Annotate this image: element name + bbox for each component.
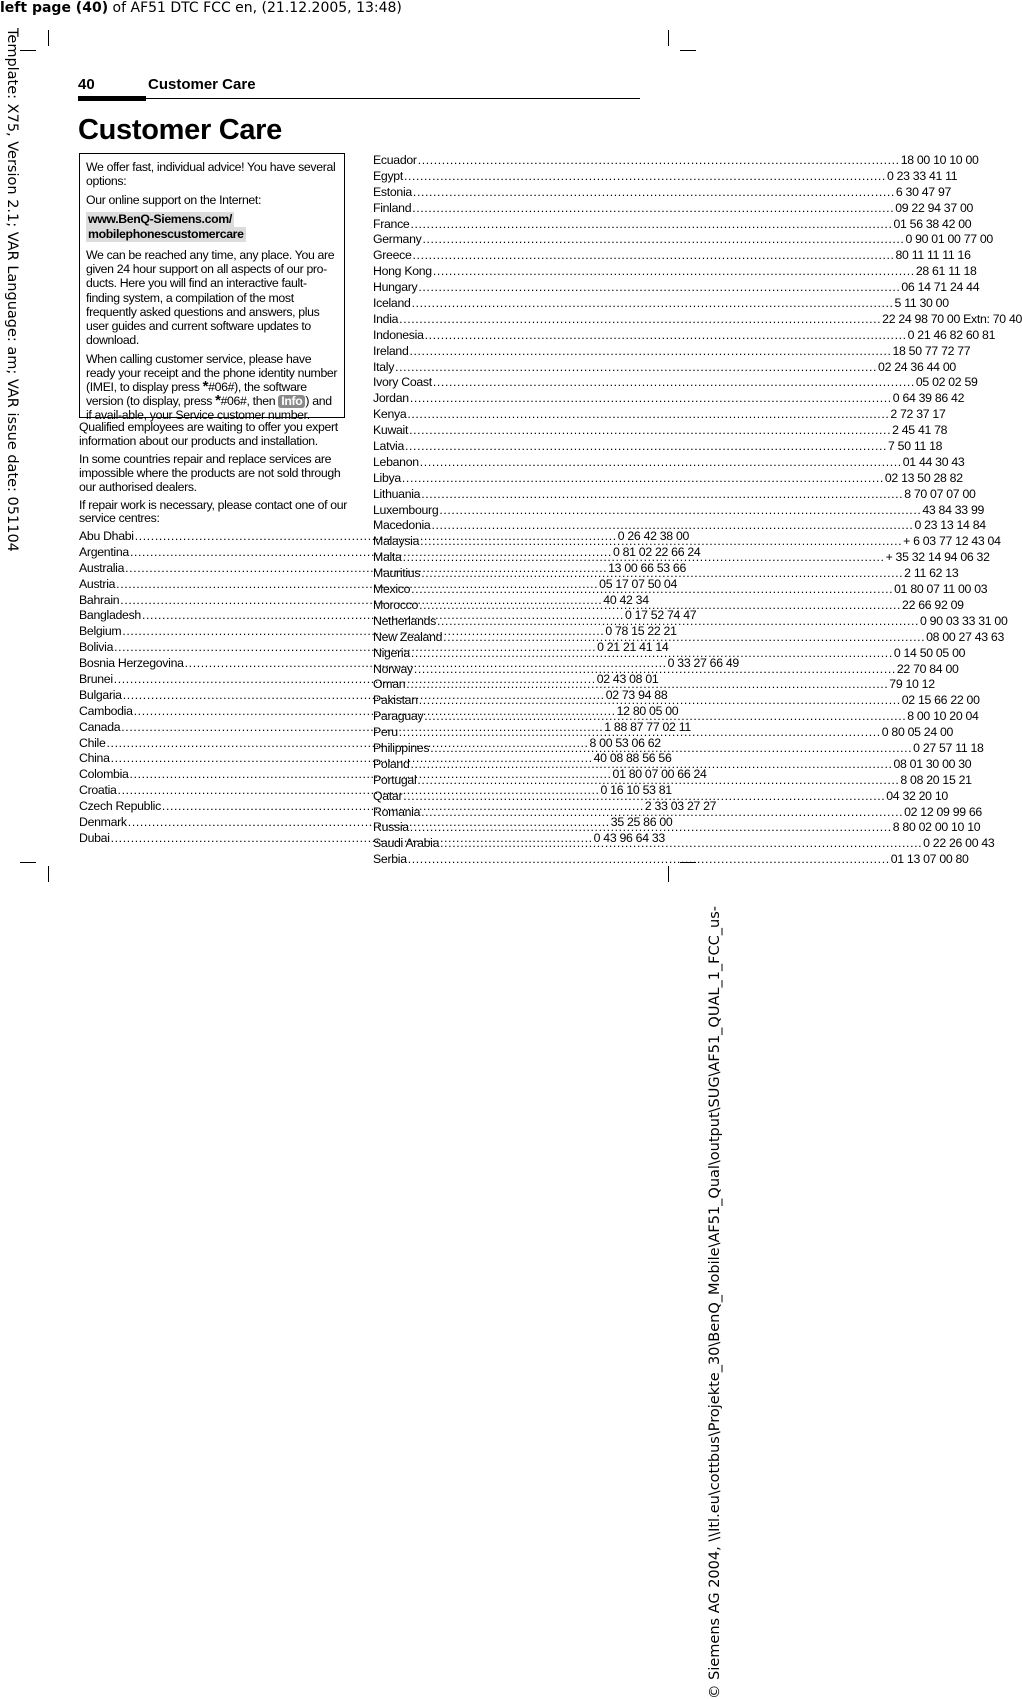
phone-number: 02 24 36 44 00 (878, 359, 956, 374)
phone-number: 01 13 07 00 80 (890, 852, 969, 867)
country-name: Brunei (79, 672, 113, 687)
phone-number: 0 16 10 53 81 (600, 783, 672, 798)
phone-number: 8 00 53 06 62 (589, 735, 661, 750)
phone-number: 40 42 34 (603, 592, 649, 607)
service-centre-row (373, 232, 993, 248)
country-name: China (79, 751, 110, 766)
service-centre-row (373, 216, 972, 233)
country-name: Mauritius (373, 566, 421, 581)
support-url-line-2[interactable]: mobilephonescustomercare (88, 227, 244, 242)
dot-leader (425, 328, 907, 344)
phone-number: 01 44 30 43 (902, 454, 965, 469)
phone-number: 2 45 41 78 (892, 423, 948, 438)
support-info-box (79, 153, 345, 423)
dot-leader (443, 630, 925, 646)
dot-leader (420, 455, 902, 471)
phone-number: 0 26 42 38 00 (617, 529, 690, 543)
country-name: Paraguay (373, 709, 424, 724)
star-key: * (215, 392, 221, 410)
country-name: Malta (373, 550, 402, 565)
country-name: France (373, 216, 410, 231)
header-rule (78, 98, 640, 99)
dot-leader (433, 375, 915, 391)
phone-number: 2 72 37 17 (890, 407, 946, 422)
country-name: Germany (373, 232, 422, 247)
phone-number: 0 21 46 82 60 81 (907, 327, 996, 342)
country-name: Lithuania (373, 486, 421, 501)
country-name: Peru (373, 725, 398, 740)
phone-number: 18 50 77 72 77 (892, 343, 971, 358)
phone-number: 80 11 11 11 16 (895, 248, 971, 263)
country-name: Kenya (373, 407, 407, 422)
country-name: Netherlands (373, 613, 437, 628)
country-name: Croatia (79, 783, 117, 798)
phone-number: 0 17 52 74 47 (624, 608, 697, 623)
phone-number: 22 70 84 00 (896, 661, 959, 676)
service-centre-row (373, 518, 986, 534)
country-name: Denmark (79, 815, 127, 830)
country-name: Indonesia (373, 327, 424, 342)
country-name: Oman (373, 677, 406, 692)
phone-number: 0 21 21 41 14 (597, 640, 669, 655)
country-name: Bulgaria (79, 687, 122, 702)
phone-number: 35 25 86 00 (610, 815, 673, 830)
star-key: * (202, 378, 209, 396)
phone-number: 0 43 96 64 33 (593, 830, 665, 845)
country-name: Australia (79, 560, 125, 575)
phone-number: 06 14 71 24 44 (901, 280, 980, 295)
phone-number: 01 56 38 42 00 (893, 216, 972, 231)
phone-number: 2 11 62 13 (904, 566, 959, 581)
dot-leader (418, 153, 900, 169)
phone-number: + 6 03 77 12 43 04 (903, 534, 1001, 549)
country-name: Romania (373, 804, 421, 819)
dot-leader (437, 614, 919, 630)
service-centre-row (373, 327, 996, 344)
country-name: Morocco (373, 597, 419, 612)
service-centre-row (373, 200, 974, 217)
service-centre-row (373, 486, 976, 503)
phone-number: 01 80 07 11 00 03 (894, 582, 988, 597)
dot-leader (421, 566, 903, 582)
country-name: Bosnia Herzegovina (79, 656, 184, 671)
crop-mark (48, 866, 49, 882)
country-name: Belgium (79, 624, 122, 639)
phone-number: 7 50 11 18 (888, 439, 943, 454)
country-name: Italy (373, 359, 395, 374)
country-name: Mexico (373, 582, 411, 597)
dot-leader (403, 550, 885, 566)
country-name: Finland (373, 200, 412, 215)
print-header-label: left page (40) (0, 0, 109, 16)
phone-number: 8 70 07 07 00 (904, 486, 976, 501)
country-name: Canada (79, 719, 121, 734)
dot-leader (399, 725, 881, 741)
country-name: Estonia (373, 184, 412, 199)
country-name: Qatar (373, 788, 403, 803)
dot-leader (407, 407, 889, 423)
phone-number: 22 24 98 70 00 Extn: 70 40 (882, 311, 1022, 326)
dot-leader (409, 423, 891, 439)
print-header-info: of AF51 DTC FCC en, (21.12.2005, 13:48) (108, 0, 402, 16)
dot-leader (422, 232, 904, 248)
service-centre-row (373, 168, 958, 185)
crop-mark (20, 862, 36, 863)
dot-leader (410, 391, 892, 407)
crop-mark (20, 50, 36, 51)
body-paragraph-1: Qualified employees are waiting to offer you expert information about our products and installation. (79, 420, 338, 448)
dot-leader (412, 296, 894, 312)
header-bar (78, 96, 146, 101)
phone-number: 8 08 20 15 21 (900, 772, 972, 787)
phone-number: 02 12 09 99 66 (904, 804, 982, 819)
service-centre-row (373, 184, 952, 201)
dot-leader (421, 487, 903, 503)
phone-number: 0 14 50 05 00 (893, 645, 966, 660)
country-name: India (373, 311, 399, 326)
box-online-support: Our online support on the Internet: (86, 193, 262, 208)
dot-leader (411, 646, 893, 662)
country-name: New Zealand (373, 629, 443, 644)
phone-number: 0 22 26 00 43 (923, 836, 995, 851)
country-name: Ecuador (373, 153, 417, 167)
calling-info-part-3: #06#, then (220, 394, 279, 409)
crop-mark (668, 30, 669, 46)
dot-leader (410, 820, 892, 836)
phone-number: 0 23 33 41 11 (886, 168, 958, 183)
calling-info-part-1: When calling customer service, please have ready your receipt and the phone identity number (IMEI, to display press (86, 351, 338, 395)
info-softkey: Info (278, 395, 305, 408)
country-name: Hungary (373, 280, 418, 295)
dot-leader (419, 598, 901, 614)
crop-mark (668, 866, 669, 882)
phone-number: 13 00 66 53 66 (608, 560, 686, 575)
service-centre-row (373, 852, 969, 868)
dot-leader (417, 773, 899, 789)
country-name: Portugal (373, 772, 417, 787)
copyright-path-vertical: © Siemens AG 2004, \\Itl.eu\cottbus\Projekte_30\BenQ_Mobile\AF51_Qual\output\SUG\AF51_QUAL_1_FCC_us- (707, 906, 723, 1699)
country-name: Ivory Coast (373, 375, 432, 390)
dot-leader (430, 741, 912, 757)
phone-number: 0 33 27 66 49 (667, 656, 739, 671)
dot-leader (402, 471, 884, 487)
dot-leader (420, 534, 902, 550)
section-title: Customer Care (148, 76, 256, 93)
service-centre-row (373, 359, 956, 376)
phone-number: 02 15 66 22 00 (901, 693, 980, 708)
phone-number: 0 27 57 11 18 (913, 740, 984, 755)
phone-number: 18 00 10 10 00 (900, 153, 979, 167)
country-name: Dubai (79, 830, 110, 845)
country-name: Poland (373, 756, 410, 771)
phone-number: 8 80 02 00 10 10 (892, 820, 981, 835)
service-centre-row (373, 470, 963, 487)
country-name: Chile (79, 735, 106, 750)
service-centre-row (373, 296, 949, 312)
service-centre-row (373, 264, 977, 280)
dot-leader (399, 312, 881, 328)
dot-leader (431, 518, 913, 534)
phone-number: 22 66 92 09 (902, 597, 964, 612)
box-intro: We offer fast, individual advice! You have several options: (86, 160, 336, 189)
page-number: 40 (78, 76, 95, 93)
phone-number: 0 64 39 86 42 (892, 391, 965, 406)
dot-leader (421, 805, 903, 821)
phone-number: 5 11 30 00 (894, 296, 949, 311)
phone-number: 02 43 08 01 (596, 672, 659, 687)
service-centre-row (373, 311, 1022, 328)
phone-number: 08 01 30 00 30 (893, 756, 972, 771)
phone-number: 02 13 50 28 82 (884, 470, 963, 485)
print-header (0, 0, 719, 20)
service-centre-row (373, 407, 946, 423)
phone-number: 43 84 33 99 (922, 502, 985, 517)
country-name: Cambodia (79, 703, 133, 718)
crop-mark (680, 50, 696, 51)
country-name: Jordan (373, 391, 409, 406)
country-name: Serbia (373, 852, 407, 867)
country-name: Abu Dhabi (79, 529, 134, 543)
dot-leader (439, 503, 921, 519)
phone-number: 6 30 47 97 (895, 184, 952, 199)
box-availability: We can be reached any time, any place. You are given 24 hour support on all aspects of our pro-ducts. Here you will find an interactive fault-finding system, a compilation of the most frequently asked questions and answers, plus user guides and current software updates to download. (86, 248, 335, 347)
calling-info-part-2: #06#), the software version (to display, press (86, 380, 307, 409)
dot-leader (419, 693, 901, 709)
dot-leader (408, 852, 890, 868)
dot-leader (414, 662, 896, 678)
dot-leader (410, 344, 892, 360)
service-centre-row (373, 375, 978, 391)
service-centre-row (373, 153, 979, 169)
phone-number: 0 78 15 22 21 (605, 624, 677, 639)
dot-leader (406, 677, 888, 693)
dot-leader (413, 248, 895, 264)
phone-number: 08 00 27 43 63 (926, 629, 1004, 644)
phone-number: 40 08 88 56 56 (593, 751, 672, 766)
service-centre-row (373, 454, 965, 471)
service-centre-row (373, 502, 985, 519)
phone-number: 0 81 02 22 66 24 (612, 544, 701, 559)
dot-leader (410, 217, 892, 233)
country-name: Bangladesh (79, 608, 141, 623)
dot-leader (403, 789, 885, 805)
service-centre-row (373, 423, 948, 439)
country-name: Egypt (373, 168, 403, 183)
country-name: Bolivia (79, 640, 114, 655)
country-name: Saudi Arabia (373, 836, 440, 851)
phone-number: 12 80 05 00 (616, 703, 679, 718)
service-centre-row (373, 248, 971, 264)
phone-number: 28 61 11 18 (915, 264, 977, 279)
country-name: Libya (373, 470, 401, 485)
box-calling-info (86, 352, 340, 422)
dot-leader (411, 757, 893, 773)
phone-number: 0 90 01 00 77 00 (905, 232, 993, 247)
dot-leader (418, 280, 900, 296)
phone-number: 1 88 87 77 02 11 (604, 719, 691, 734)
body-text (79, 421, 347, 530)
country-name: Nigeria (373, 645, 410, 660)
country-name: Norway (373, 661, 413, 676)
phone-number: 0 80 05 24 00 (881, 725, 954, 740)
country-name: Philippines (373, 740, 430, 755)
country-name: Malaysia (373, 534, 420, 549)
phone-number: 01 80 07 00 66 24 (612, 767, 707, 782)
phone-number: 8 00 10 20 04 (907, 709, 979, 724)
phone-number: 05 17 07 50 04 (599, 576, 678, 591)
country-name: Bahrain (79, 592, 120, 607)
country-name: Colombia (79, 767, 129, 782)
country-name: Argentina (79, 544, 129, 559)
country-name: Macedonia (373, 518, 431, 533)
calling-info-part-4: ) and if avail-able, your Service customer number. (86, 394, 332, 423)
phone-number: 02 73 94 88 (605, 687, 668, 702)
dot-leader (412, 201, 894, 217)
phone-number: + 35 32 14 94 06 32 (885, 550, 990, 565)
phone-number: 79 10 12 (889, 677, 935, 692)
country-name: Luxembourg (373, 502, 439, 517)
support-url-line-1[interactable]: www.BenQ-Siemens.com/ (88, 212, 232, 227)
service-centre-row (373, 280, 980, 296)
country-name: Hong Kong (373, 264, 432, 279)
phone-number: 04 32 20 10 (886, 788, 948, 803)
country-name: Latvia (373, 439, 405, 454)
dot-leader (440, 836, 922, 852)
country-name: Pakistan (373, 693, 418, 708)
dot-leader (405, 439, 887, 455)
country-name: Iceland (373, 296, 411, 311)
dot-leader (404, 169, 886, 185)
dot-leader (395, 360, 877, 376)
phone-number: 0 23 13 14 84 (914, 518, 986, 533)
phone-number: 09 22 94 37 00 (895, 200, 974, 215)
phone-number: 0 90 03 33 31 00 (920, 613, 1008, 628)
dot-leader (424, 709, 906, 725)
country-name: Greece (373, 248, 412, 263)
dot-leader (433, 264, 915, 280)
body-paragraph-3: If repair work is necessary, please contact one of our service centres: (79, 497, 347, 526)
country-name: Kuwait (373, 423, 409, 438)
service-centre-row (373, 343, 971, 360)
crop-mark (48, 30, 49, 46)
country-name: Czech Republic (79, 799, 161, 814)
country-name: Ireland (373, 343, 409, 358)
support-url[interactable] (86, 212, 340, 242)
country-name: Lebanon (373, 454, 419, 469)
dot-leader (411, 582, 893, 598)
template-info-vertical: Template: X75, Version 2.1; VAR Language: am; VAR issue date: 051104 (4, 28, 20, 552)
service-centre-row (373, 439, 943, 455)
service-centre-row (373, 391, 965, 407)
dot-leader (413, 185, 895, 201)
phone-number: 05 02 02 59 (915, 375, 978, 390)
phone-number: 2 33 03 27 27 (644, 799, 717, 814)
country-name: Russia (373, 820, 409, 835)
body-paragraph-2: In some countries repair and replace services are impossible where the products are not sold through our authorised dealers. (79, 451, 341, 494)
page-title: Customer Care (78, 114, 282, 146)
country-name: Austria (79, 576, 116, 591)
